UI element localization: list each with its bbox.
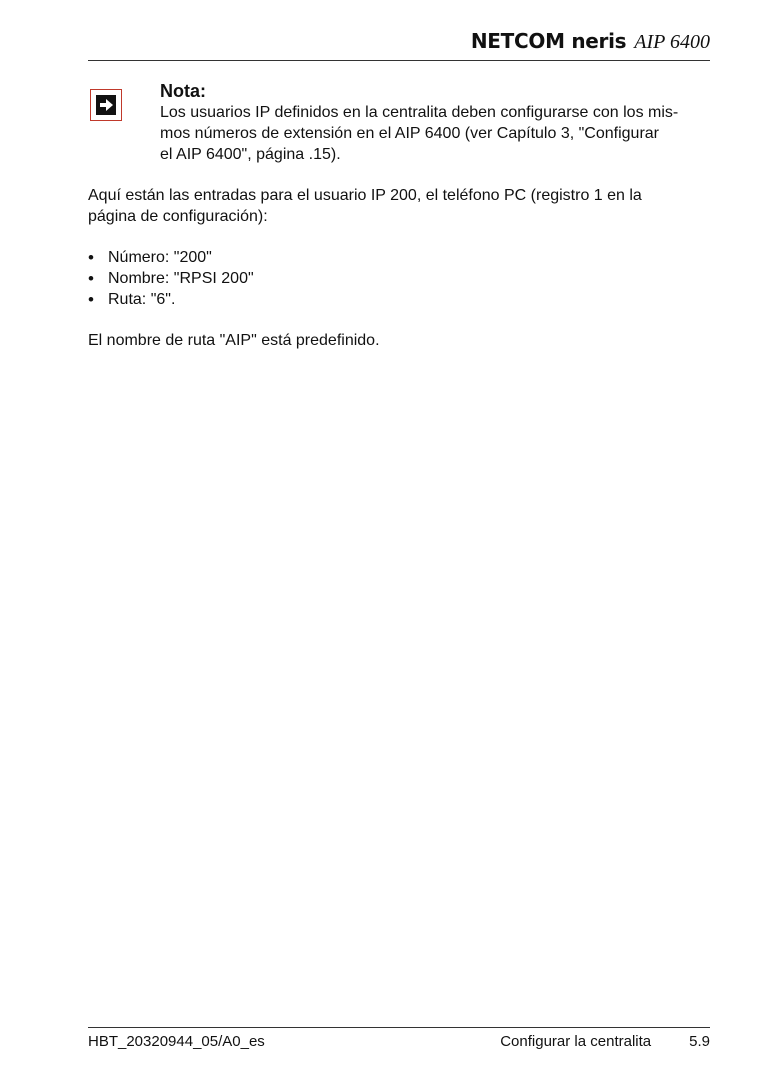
note-block xyxy=(160,80,720,165)
arrow-right-box-icon xyxy=(90,89,122,121)
list-item: • Nombre: "RPSI 200" xyxy=(88,268,254,289)
footer-doc-id: HBT_20320944_05/A0_es xyxy=(88,1033,265,1050)
intro-paragraph xyxy=(88,185,713,227)
note-line: mos números de extensión en el AIP 6400 (ver Capítulo 3, "Configurar xyxy=(160,125,659,142)
page-number: 5.9 xyxy=(689,1033,710,1050)
page-footer xyxy=(88,1027,710,1050)
note-title: Nota: xyxy=(160,81,206,101)
brand-name: NETCOM neris xyxy=(470,29,627,53)
note-body xyxy=(160,102,720,165)
note-line: Los usuarios IP definidos en la centralita deben configurarse con los mis- xyxy=(160,104,679,121)
intro-line: página de configuración): xyxy=(88,208,268,225)
page-header xyxy=(88,28,710,61)
footer-section: Configurar la centralita xyxy=(500,1033,652,1050)
footer-right xyxy=(500,1032,710,1052)
note-line: el AIP 6400", página .15). xyxy=(160,146,341,163)
list-item: • Número: "200" xyxy=(88,247,254,268)
brand-model: AIP 6400 xyxy=(634,31,710,53)
header-brand xyxy=(471,29,710,54)
list-item: • Ruta: "6". xyxy=(88,289,254,310)
closing-paragraph: El nombre de ruta "AIP" está predefinido. xyxy=(88,332,380,349)
entries-list xyxy=(88,247,254,310)
intro-line: Aquí están las entradas para el usuario IP 200, el teléfono PC (registro 1 en la xyxy=(88,187,642,204)
